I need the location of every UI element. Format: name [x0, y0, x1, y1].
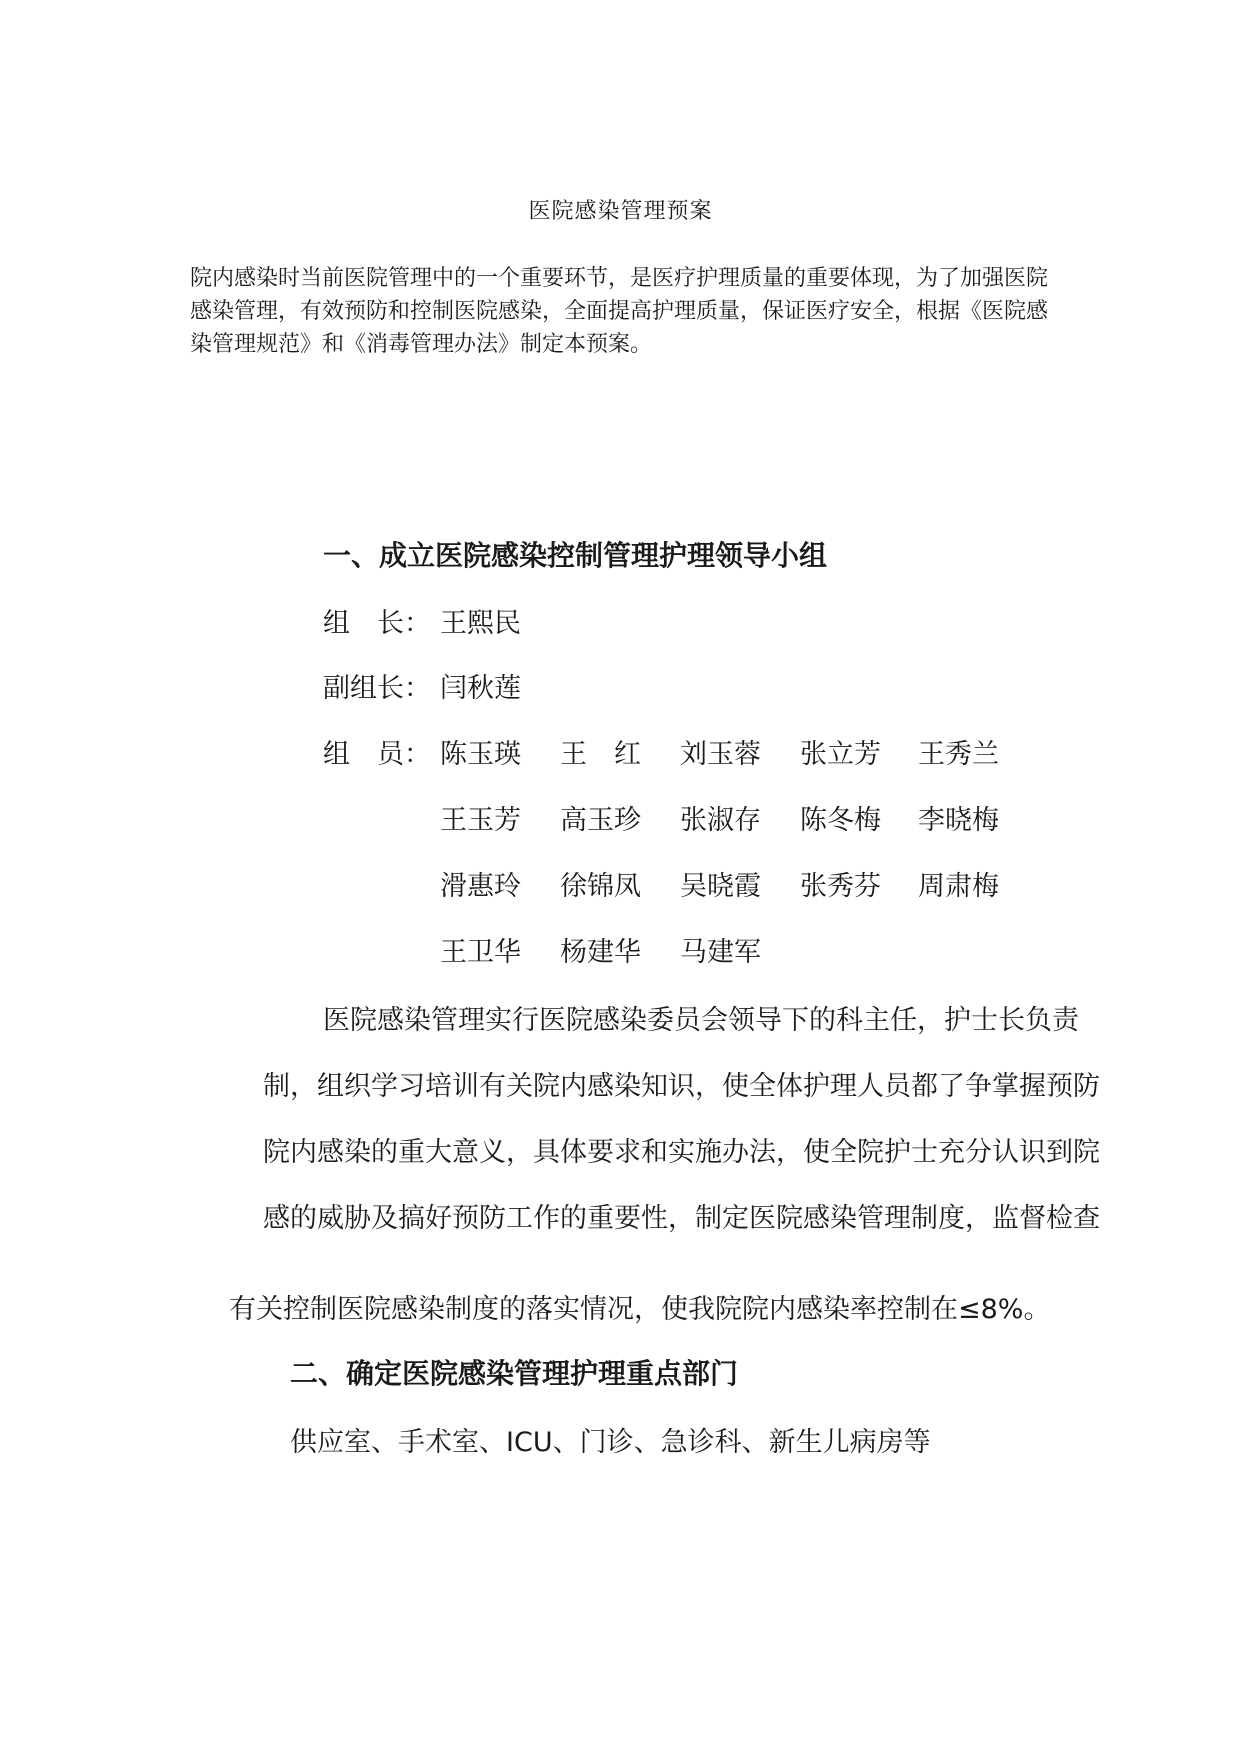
- member-name: 吴晓霞: [680, 871, 761, 902]
- leader-label: 组 长：: [323, 608, 431, 639]
- member-name: 李晓梅: [918, 805, 999, 836]
- intro-paragraph: 院内感染时当前医院管理中的一个重要环节，是医疗护理质量的重要体现，为了加强医院感染管理，有效预防和控制医院感染，全面提高护理质量，保证医疗安全，根据《医院感染管理规范》和《消毒管理办法》制定本预案。: [190, 266, 1049, 357]
- deputy-name: 闫秋莲: [440, 673, 521, 704]
- paragraph-line: 院内感染的重大意义，具体要求和实施办法，使全院护士充分认识到院: [263, 1137, 1100, 1168]
- members-label: 组 员：: [323, 739, 431, 770]
- member-name: 王玉芳: [440, 805, 521, 836]
- member-name: 滑惠玲: [440, 871, 521, 902]
- member-name: 王 红: [560, 739, 641, 770]
- member-name: 张立芳: [800, 739, 881, 770]
- member-name: 马建军: [680, 937, 761, 968]
- paragraph-line: 制，组织学习培训有关院内感染知识，使全体护理人员都了争掌握预防: [263, 1071, 1100, 1102]
- member-name: 周肃梅: [918, 871, 999, 902]
- member-name: 高玉珍: [560, 805, 641, 836]
- member-name: 张淑存: [680, 805, 761, 836]
- document-title: 医院感染管理预案: [528, 199, 713, 224]
- member-name: 刘玉蓉: [680, 739, 761, 770]
- member-name: 王卫华: [440, 937, 521, 968]
- member-name: 陈玉瑛: [440, 739, 521, 770]
- paragraph-line: 医院感染管理实行医院感染委员会领导下的科主任，护士长负责: [323, 1005, 1079, 1036]
- deputy-label: 副组长：: [323, 673, 431, 704]
- member-name: 张秀芬: [800, 871, 881, 902]
- departments-list: 供应室、手术室、ICU、门诊、急诊科、新生儿病房等: [290, 1427, 931, 1458]
- paragraph-line: 有关控制医院感染制度的落实情况，使我院院内感染率控制在≤8%。: [229, 1294, 1051, 1325]
- member-name: 徐锦凤: [560, 871, 641, 902]
- section1-heading: 一、成立医院感染控制管理护理领导小组: [323, 539, 828, 572]
- paragraph-line: 感的威胁及搞好预防工作的重要性，制定医院感染管理制度，监督检查: [263, 1203, 1100, 1234]
- member-name: 王秀兰: [918, 739, 999, 770]
- section2-heading: 二、确定医院感染管理护理重点部门: [290, 1357, 739, 1390]
- member-name: 陈冬梅: [800, 805, 881, 836]
- leader-name: 王熙民: [440, 608, 521, 639]
- member-name: 杨建华: [560, 937, 641, 968]
